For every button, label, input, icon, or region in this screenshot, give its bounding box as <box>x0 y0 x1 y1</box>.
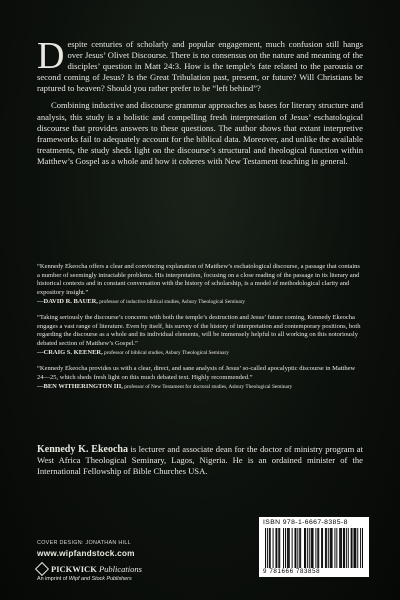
barcode-bar <box>352 528 353 568</box>
barcode-bar <box>321 528 322 568</box>
publisher-name-main: PICKWICK <box>51 564 97 574</box>
endorsement-quote: “Kennedy Ekeocha provides us with a clear, direct, and sane analysis of Jesus’ so-called apocalyptic discourse in Matthew 24—25, which sheds fresh light on this much debated text. Highly recommended.” <box>37 364 356 381</box>
barcode-bar <box>355 528 356 568</box>
endorser-name: —BEN WITHERINGTON III, <box>37 383 123 391</box>
barcode-bar <box>346 528 347 568</box>
barcode-bar <box>309 528 310 568</box>
publisher-url: www.wipfandstock.com <box>37 548 135 558</box>
barcode-bar <box>278 528 279 568</box>
barcode-bar <box>331 528 332 568</box>
blurb-paragraph-2: Combining inductive and discourse grammar approaches as bases for literary structure and analysis, this study is a holistic and compelling fresh interpretation of Jesus’ eschatological discourse that provides answers to these questions. The author shows that extant interpretive frameworks fail to adequately account for the biblical data. Moreover, and unlike the available treatments, the study sheds light on the discourse’s structural and theological function within Matthew’s Gospel as a whole and how it coheres with New Testament teaching in general. <box>37 100 363 166</box>
endorsement <box>37 263 363 307</box>
barcode-bars <box>265 528 363 568</box>
barcode-bar <box>315 528 316 568</box>
barcode-bar <box>276 528 277 568</box>
endorser-name: —CRAIG S. KEENER, <box>37 349 103 357</box>
barcode-bar <box>295 528 296 568</box>
barcode <box>259 517 369 577</box>
barcode-bar <box>289 528 290 568</box>
barcode-bar <box>287 528 288 568</box>
publisher-credits <box>37 540 237 582</box>
barcode-bar <box>285 528 286 568</box>
barcode-bar <box>341 528 342 568</box>
barcode-bar <box>295 528 296 568</box>
barcode-bar <box>357 528 358 568</box>
imprint-line <box>37 576 237 582</box>
barcode-bar <box>267 528 268 568</box>
barcode-bar <box>269 528 270 568</box>
barcode-bar <box>313 528 314 568</box>
barcode-bar <box>322 528 323 568</box>
barcode-bar <box>340 528 341 568</box>
publisher-logo-icon <box>35 562 49 576</box>
barcode-bar <box>297 528 298 568</box>
isbn-label: ISBN 978-1-6667-8385-8 <box>263 519 348 526</box>
endorsement-quote: “Taking seriously the discourse’s concerns with both the temple’s destruction and Jesus’ future coming, Kennedy Ekeocha engages a vast range of literature. Even by itself, his survey of the history of interpretation and contemporary positions, both regarding the discourse as a whole and its individual elements, will be immensely helpful to all working on this notoriously debated section of Matthew’s Gospel.” <box>37 313 361 347</box>
endorsement-quote: “Kennedy Ekeocha offers a clear and convincing explanation of Matthew’s eschatological discourse, a passage that contains a number of seemingly intractable problems. His interpretation, focusing on a close reading of the passage in its literary and historical contexts and in constant conversation with the history of scholarship, is a model of methodological clarity and expository insight.” <box>37 263 360 296</box>
endorsement-attribution <box>37 349 363 358</box>
barcode-bar <box>334 528 335 568</box>
barcode-bar <box>336 528 337 568</box>
endorser-name: —DAVID R. BAUER, <box>37 298 98 306</box>
blurb-text-1: espite centuries of scholarly and popular engagement, much confusion still hangs over Jesus’ Olivet Discourse. There is no consensus on the nature and meaning of the disciples’ question in Matt 24:3. How is the temple’s fate related to the parousia or second coming of Jesus? Is the Great Tribulation past, present, or future? Will Christians be raptured to heaven? Should you rather prefer to be “left behind”? <box>37 39 363 94</box>
barcode-bar <box>353 528 354 568</box>
barcode-bar <box>307 528 308 568</box>
book-blurb <box>37 35 363 167</box>
publisher-logo-row <box>37 564 237 574</box>
barcode-bar <box>328 528 329 568</box>
barcode-bar <box>279 528 280 568</box>
barcode-bar <box>270 528 271 568</box>
barcode-bar <box>354 528 355 568</box>
barcode-bar <box>348 528 349 568</box>
barcode-bar <box>317 528 318 568</box>
endorsement <box>37 365 363 392</box>
publisher-name <box>51 564 142 574</box>
barcode-bar <box>292 528 293 568</box>
barcode-bar <box>332 528 333 568</box>
imprint-prefix: An imprint of <box>37 576 69 582</box>
barcode-bar <box>326 528 327 568</box>
barcode-bar <box>343 528 344 568</box>
author-bio <box>37 444 363 477</box>
blurb-paragraph-1 <box>37 35 363 94</box>
cover-design-credit: COVER DESIGN: JONATHAN HILL <box>37 540 131 546</box>
barcode-bar <box>318 528 319 568</box>
endorser-role: professor of inductive biblical studies, Asbury Theological Seminary <box>97 299 246 306</box>
barcode-bar <box>360 528 361 568</box>
endorsements <box>37 263 363 399</box>
endorser-role: professor of New Testament for doctoral studies, Asbury Theological Seminary <box>122 384 293 391</box>
barcode-bar <box>339 528 340 568</box>
barcode-bar <box>330 528 331 568</box>
endorser-role: professor of biblical studies, Asbury Theological Seminary <box>102 350 229 357</box>
barcode-bar <box>311 528 312 568</box>
endorsement-attribution <box>37 383 363 392</box>
barcode-bar <box>362 528 363 568</box>
drop-cap: D <box>37 35 65 77</box>
author-name: Kennedy K. Ekeocha <box>37 444 128 455</box>
barcode-bar <box>265 528 266 568</box>
barcode-bar <box>312 528 313 568</box>
endorsement <box>37 314 363 358</box>
barcode-bar <box>305 528 306 568</box>
barcode-bar <box>351 528 352 568</box>
barcode-bar <box>299 528 300 568</box>
barcode-bar <box>283 528 284 568</box>
author-bio-text: is lecturer and associate dean for the doctor of ministry program at West Africa Theological Seminary, Lagos, Nigeria. He is an ordained minister of the International Fellowship of Bible Churches USA. <box>37 444 363 477</box>
imprint-name: Wipf and Stock Publishers <box>68 576 132 582</box>
barcode-bar <box>275 528 276 568</box>
barcode-bar <box>288 528 289 568</box>
barcode-bar <box>273 528 274 568</box>
barcode-number: 9 781666 783858 <box>263 568 321 575</box>
barcode-bar <box>325 528 326 568</box>
publisher-name-italic: Publications <box>96 564 142 574</box>
barcode-bar <box>300 528 301 568</box>
endorsement-attribution <box>37 298 363 307</box>
barcode-bar <box>304 528 305 568</box>
barcode-bar <box>344 528 345 568</box>
